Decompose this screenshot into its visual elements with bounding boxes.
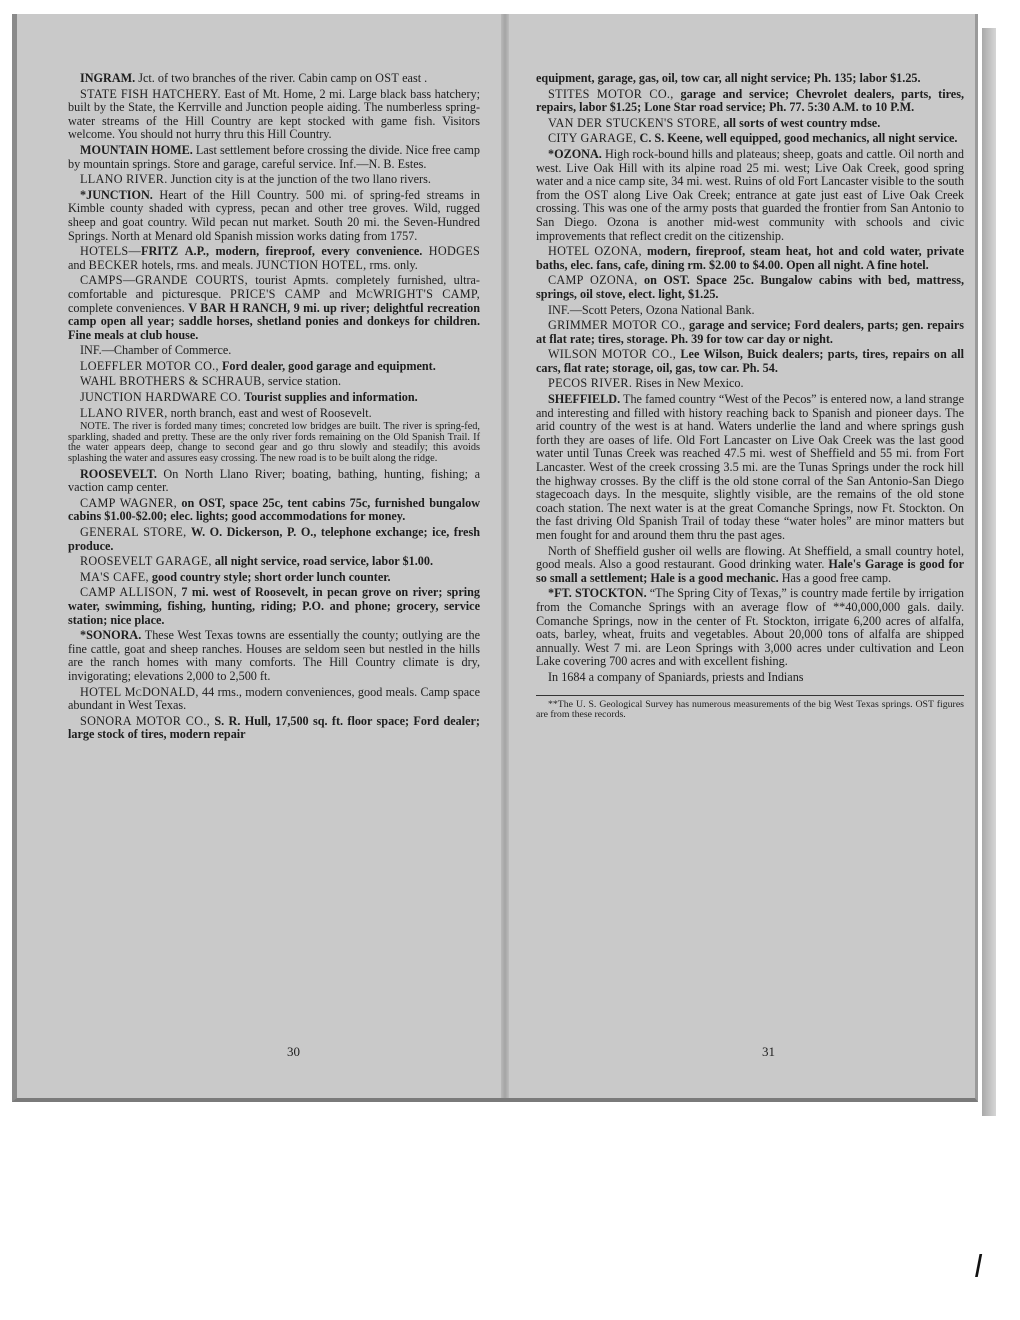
footnote-rule [536,695,964,696]
small-caps-text: HOTELS— [80,244,142,259]
bold-text: Hale's Garage is good for so small a settlement; Hale is a good mechanic. [536,557,965,585]
small-caps-text: WAHL BROTHERS & SCHRAUB, [80,374,265,389]
small-caps-text: SONORA MOTOR CO., [80,713,211,728]
bold-text: Ford dealer, good garage and equipment. [221,358,436,373]
bold-text: *OZONA. [548,146,602,161]
entry-paragraph [68,686,480,713]
small-caps-text: CITY GARAGE, [548,131,637,146]
entry-paragraph [536,274,964,301]
bold-text: Lee Wilson, Buick dealers; parts, tires, repairs on all cars, flat rate; storage, oil, gas, tow car. Ph. 54. [536,347,964,375]
entry-paragraph [68,526,480,553]
entry-paragraph [68,715,480,742]
entry-paragraph [68,555,480,569]
small-caps-text: STITES MOTOR CO., [548,86,674,101]
small-caps-text: HOTEL OZONA, [548,244,642,259]
entry-paragraph [68,144,480,171]
bold-text: C. S. Keene, well equipped, good mechanics, all night service. [639,131,958,146]
body-text: east . [399,71,428,85]
bold-text: on OST. Space 25c. Bungalow cabins with bed, mattress, springs, oil stove, elect. light, $1.25. [536,273,964,301]
entry-paragraph [68,407,480,421]
body-text: Last settlement before crossing the divide. Nice free camp by mountain springs. Store and garage, careful service. Inf.—N. B. Estes. [68,142,480,171]
entry-paragraph [536,72,964,86]
small-caps-text: STATE FISH HATCHERY. [80,86,221,101]
bold-text: all sorts of west country mdse. [723,115,881,130]
bold-text: INGRAM. [80,71,136,85]
small-caps-text: GRIMMER MOTOR CO., [548,318,686,333]
body-text: East of Mt. Home, 2 mi. Large black bass hatchery; built by the State, the Kerrville and Junction people aiding. The numberless spring-water streams of the Hill Country are kept stocked with game fish. Visitors welcome. You should not hurry thru this Hill Country. [68,86,480,142]
entry-paragraph [68,629,480,683]
body-text: INF.—Scott Peters, Ozona National Bank. [548,302,755,317]
small-caps-text: CAMP ALLISON, [80,585,177,600]
body-text: INF.—Chamber of Commerce. [80,343,232,358]
small-caps-text: LOEFFLER MOTOR CO., [80,358,219,373]
body-text: On North Llano River; boating, bathing, hunting, fishing; a vaction camp center. [68,466,480,495]
small-caps-text: LLANO RIVER, [80,405,168,420]
small-caps-text: CAMP OZONA, [548,273,638,288]
entry-paragraph [68,468,480,495]
body-text: along Live Oak Creek; entrance at gate just east of Live Oak Creek crossing. This was one of the army posts that guarded the frontier from San Antonio to San Diego. Ozona is another mid-west community with schools and civic improvements that reflect credit on the citizenship. [536,187,964,243]
body-text: North of Sheffield gusher oil wells are flowing. At Sheffield, a small country hotel, good meals. Also a good restaurant. Good drinking water. [536,543,964,572]
right-page [536,72,964,723]
small-caps-text: CAMPS—GRANDE COURTS, [80,273,248,288]
bold-text: *SONORA. [80,628,142,643]
body-text: service station. [264,374,341,389]
body-text: High rock-bound hills and plateaus; sheep, goats and cattle. Oil north and west. Live Oak Hill with its alpine road 25 mi. west; Live Oak Creek, good spring water and a nice camp site, 34 mi. west. Ruins of old Fort Lancaster visible to the south from the [536,146,964,202]
small-caps-text: OST [584,187,609,202]
river-ford-note: NOTE. The river is forded many times; concreted low bridges are built. The river is spring-fed, sparkling, shaded and pretty. These are the only river fords remaining on the Old Spanish Trail. If the water appears deep, change to second gear and go thru slowly and steadily; this avoids splashing the water and assures easy crossing. The new road is to be built along the ridge. [68,421,480,465]
entry-paragraph [536,117,964,131]
entry-paragraph [536,377,964,391]
bold-text: Tourist supplies and information. [244,390,418,405]
body-text [674,87,681,101]
small-caps-text: MA'S CAFE, [80,569,149,584]
body-text: Heart of the Hill Country. 500 mi. of spring-fed streams in Kimble county shaded with cypress, pecan and other tree groves. Wild, rugged sheep and goat country. Wild pecan nut market. South 20 mi. the Seven-Hundred Springs. North at Menard old Spanish mission works dating from 1757. [68,187,480,243]
bold-text: W. O. Dickerson, P. O., telephone exchange; ice, fresh produce. [68,525,480,553]
page-number-left: 30 [287,1044,300,1059]
bold-text: V BAR H RANCH, 9 mi. up river; delightful recreation camp open all year; saddle horses, shetland ponies and donkeys for children. Fine meals at club house. [68,300,480,342]
left-paragraphs [68,72,480,420]
entry-paragraph [68,344,480,358]
entry-paragraph [536,587,964,669]
small-caps-text: McWRIGHT'S CAMP, [355,286,480,301]
left-page [68,72,480,744]
entry-paragraph [68,274,480,342]
bold-text: garage and service; Chevrolet dealers, parts, tires, repairs, labor $1.25; Lone Star road service; Ph. 77. 5:30 A.M. to 10 P.M. [536,86,964,115]
small-caps-text: OST [375,71,400,85]
small-caps-text: HODGES [428,244,481,259]
bold-text: *JUNCTION. [80,187,153,202]
body-text: In 1684 a company of Spaniards, priests and Indians [548,669,804,684]
body-text: north branch, east and west of Roosevelt. [167,405,372,420]
small-caps-text: CAMP WAGNER, [80,495,178,510]
body-text: Junction city is at the junction of the two llano rivers. [167,172,431,187]
open-booklet [12,14,978,1102]
bold-text: A.P., modern, fireproof, every convenience. [184,244,423,259]
entry-paragraph [536,319,964,346]
entry-paragraph [68,497,480,524]
body-text: complete conveniences. [68,300,189,315]
entry-paragraph [68,72,480,86]
small-caps-text: VAN DER STUCKEN'S STORE, [548,115,721,130]
entry-paragraph [536,348,964,375]
small-caps-text: PRICE'S CAMP [230,286,321,301]
page-number-right: 31 [762,1044,775,1059]
bold-text: ROOSEVELT. [80,466,157,481]
small-caps-text: WILSON MOTOR CO., [548,347,677,362]
bold-text: S. R. Hull, 17,500 sq. ft. floor space; Ford dealer; large stock of tires, modern repair [68,713,480,742]
entry-paragraph [68,571,480,585]
body-text: Jct. of two branches of the river. Cabin camp on [135,71,376,85]
entry-paragraph [536,132,964,146]
body-text: The famed country “West of the Pecos” is entered now, a land strange and interesting and filled with history reaching back to Spanish and pioneer days. The arid country of the west is at hand. Waters underlie the land and where springs gush forth they are oases of life. Old Fort Lancaster on Live Oak Creek was the last good water until Tunas Creek was reached 47.5 mi. west of Sheffield and 55 mi. from Fort Lancaster. West of the creek crossing 3.5 mi. are the Tunas Springs under the rock hill the highway crosses. By the cliff is the old stone corral of the San Antonio-San Diego stagecoach days. In the mesquite, slightly visible, are the remains of the old stone coach station. The next water is at the great Comanche Springs, now Ft. Stockton. On the fast driving Old Spanish Trail of today these “water holes” are minor matters but men fought for and around them thru the past ages. [536,392,964,542]
handwritten-corner-mark: l [974,1250,983,1285]
body-text: “The Spring City of Texas,” is country made fertile by irrigation from the Comanche Springs with an average flow of **40,000,000 gals. daily. Comanche Springs, now in the center of Ft. Stockton, irrigate 6,200 acres of alfalfa, oats, barley, wheat, fruits and vegetables. About 20,000 tons of alfalfa are shipped annually. West 7 mi. are Leon Springs with 3,000 acres under cultivation and Leon Lake covering 700 acres and with excellent fishing. [536,586,964,669]
body-text: tourist Apmts. completely furnished, ultra-comfortable and picturesque. [68,273,480,301]
entry-paragraph [68,586,480,627]
body-text: hotels, rms. and meals. [138,257,257,272]
small-caps-text: GENERAL STORE, [80,525,187,539]
right-paragraphs [536,72,964,685]
bold-text: modern, fireproof, steam heat, hot and cold water, private baths, elec. fans, cafe, dining rm. $2.00 to $4.00. Open all night. A fine hotel. [536,244,964,272]
body-text: rms. only. [366,257,418,272]
bold-text: good country style; short order lunch counter. [151,569,391,584]
small-caps-text: LLANO RIVER. [80,172,168,187]
bold-text: *FT. STOCKTON. [548,586,647,601]
body-text: 44 rms., modern conveniences, good meals. Camp space abundant in West Texas. [68,684,481,713]
small-caps-text: ROOSEVELT GARAGE, [80,554,212,569]
entry-paragraph [536,671,964,685]
body-text: Has a good free camp. [778,570,892,585]
bold-text: garage and service; Ford dealers, parts; gen. repairs at flat rate; tires, storage. Ph. 39 for tow car day or night. [536,318,964,346]
entry-paragraph [536,148,964,243]
bold-text: 7 mi. west of Roosevelt, in pecan grove on river; spring water, swimming, fishing, hunting, riding; P.O. and phone; grocery, service station; nice place. [68,585,481,627]
footnote: **The U. S. Geological Survey has numerous measurements of the big West Texas springs. OST figures are from these records. [536,698,964,721]
small-caps-text: JUNCTION HARDWARE CO. [80,390,242,405]
entry-paragraph [68,375,480,389]
entry-paragraph [536,545,964,586]
small-caps-text: JUNCTION HOTEL, [256,257,367,272]
small-caps-text: HOTEL McDONALD, [80,684,199,699]
bold-text: SHEFFIELD. [548,392,621,407]
bold-text: FRITZ [141,244,179,259]
entry-paragraph [68,360,480,374]
entry-paragraph [536,245,964,272]
entry-paragraph [68,88,480,142]
bold-text: MOUNTAIN HOME. [80,142,193,157]
entry-paragraph [68,173,480,187]
entry-paragraph [536,88,964,115]
bold-text: equipment, garage, gas, oil, tow car, all night service; Ph. 135; labor $1.25. [536,71,921,85]
small-caps-text: PECOS RIVER. [548,376,633,391]
body-text: and [68,257,89,272]
left-paragraphs-continued [68,468,480,742]
bold-text: all night service, road service, labor $1.00. [214,554,434,569]
entry-paragraph [68,245,480,272]
entry-paragraph [68,391,480,405]
small-caps-text: BECKER [88,257,139,272]
page-edge [982,28,996,1116]
body-text: and [320,286,356,301]
bold-text: on OST, space 25c, tent cabins 75c, furnished bungalow cabins $1.00-$2.00; elec. lights; good accommodations for money. [68,495,480,524]
entry-paragraph [68,189,480,243]
body-text: Rises in New Mexico. [632,376,744,391]
entry-paragraph [536,393,964,543]
book-gutter [501,14,509,1098]
body-text: These West Texas towns are essentially the county; outlying are the fine cattle, goat and sheep ranches. Houses are seldom seen but nestled in the hills are the ranch homes with many comforts. The Hill Country climate is dry, invigorating; elevations 2,000 to 2,500 ft. [68,628,480,683]
entry-paragraph [536,304,964,318]
